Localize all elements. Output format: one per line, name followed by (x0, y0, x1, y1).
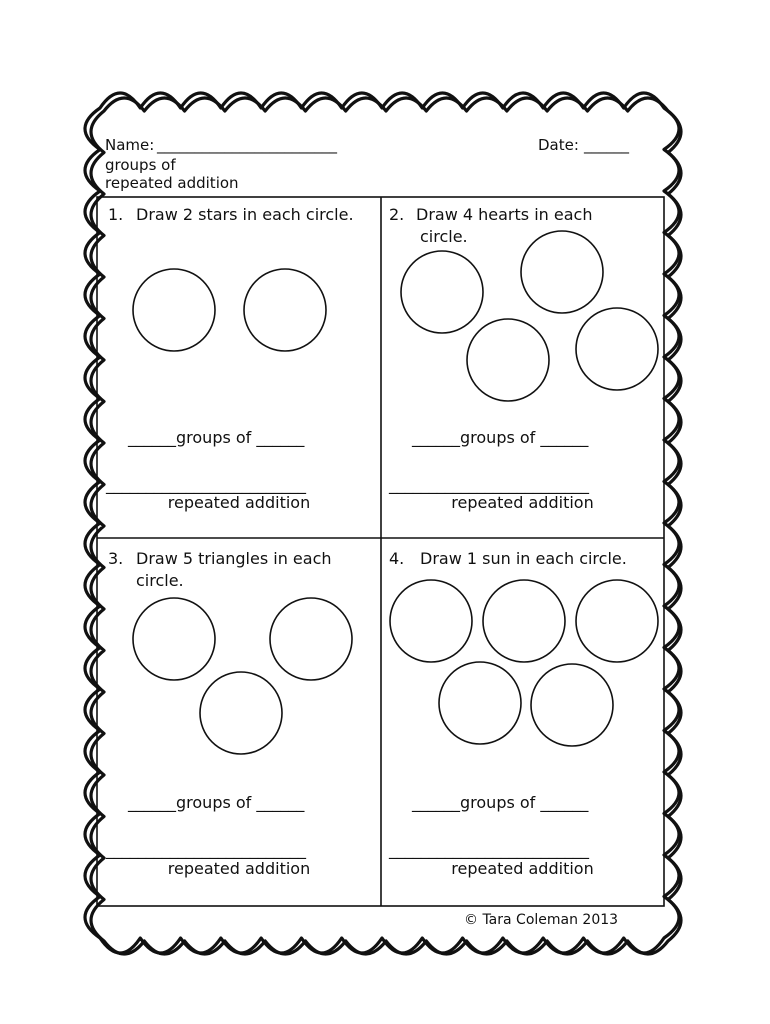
date-field[interactable]: ______ (584, 136, 629, 154)
problem-1-prompt: Draw 2 stars in each circle. (136, 205, 354, 224)
problem-3-number: 3. (108, 549, 124, 568)
problem-2-number: 2. (389, 205, 405, 224)
problem-4-groups-line[interactable]: ______groups of ______ (412, 793, 589, 812)
name-field[interactable]: ________________________ (157, 136, 337, 154)
problem-4-caption: repeated addition (451, 859, 594, 878)
problem-3-answer-line[interactable]: _________________________ (106, 840, 306, 859)
drawing-circle[interactable] (200, 672, 282, 754)
problem-2-groups-line[interactable]: ______groups of ______ (412, 428, 589, 447)
header-repeated-addition: repeated addition (105, 174, 239, 192)
name-label: Name: (105, 136, 155, 154)
drawing-circle[interactable] (270, 598, 352, 680)
drawing-circle[interactable] (467, 319, 549, 401)
problem-3-groups-line[interactable]: ______groups of ______ (128, 793, 305, 812)
problem-1-answer-line[interactable]: _________________________ (106, 475, 306, 494)
problem-2-prompt-line-2: circle. (420, 227, 468, 246)
drawing-circle[interactable] (483, 580, 565, 662)
scallop-outline-inner (91, 98, 681, 954)
problem-2-prompt-line-1: Draw 4 hearts in each (416, 205, 593, 224)
problem-3-prompt-line-2: circle. (136, 571, 184, 590)
drawing-circle[interactable] (521, 231, 603, 313)
copyright-text: © Tara Coleman 2013 (464, 912, 619, 928)
problem-1-groups-line[interactable]: ______groups of ______ (128, 428, 305, 447)
header-groups-of: groups of (105, 156, 176, 174)
problem-1-number: 1. (108, 205, 124, 224)
problem-4-answer-line[interactable]: _________________________ (389, 840, 589, 859)
drawing-circle[interactable] (576, 580, 658, 662)
problem-3-caption: repeated addition (167, 859, 311, 878)
drawing-circle[interactable] (244, 269, 326, 351)
drawing-circle[interactable] (439, 662, 521, 744)
problem-1-caption: repeated addition (167, 493, 311, 512)
drawing-circle[interactable] (133, 269, 215, 351)
drawing-circle[interactable] (401, 251, 483, 333)
problem-3-prompt-line-1: Draw 5 triangles in each (136, 549, 332, 568)
problem-4-number: 4. (389, 549, 405, 568)
date-label: Date: (538, 136, 579, 154)
drawing-circle[interactable] (133, 598, 215, 680)
drawing-circle[interactable] (576, 308, 658, 390)
drawing-circle[interactable] (390, 580, 472, 662)
problem-2-caption: repeated addition (451, 493, 594, 512)
problem-4-prompt: Draw 1 sun in each circle. (420, 549, 627, 568)
drawing-circle[interactable] (531, 664, 613, 746)
problem-2-answer-line[interactable]: _________________________ (389, 475, 589, 494)
